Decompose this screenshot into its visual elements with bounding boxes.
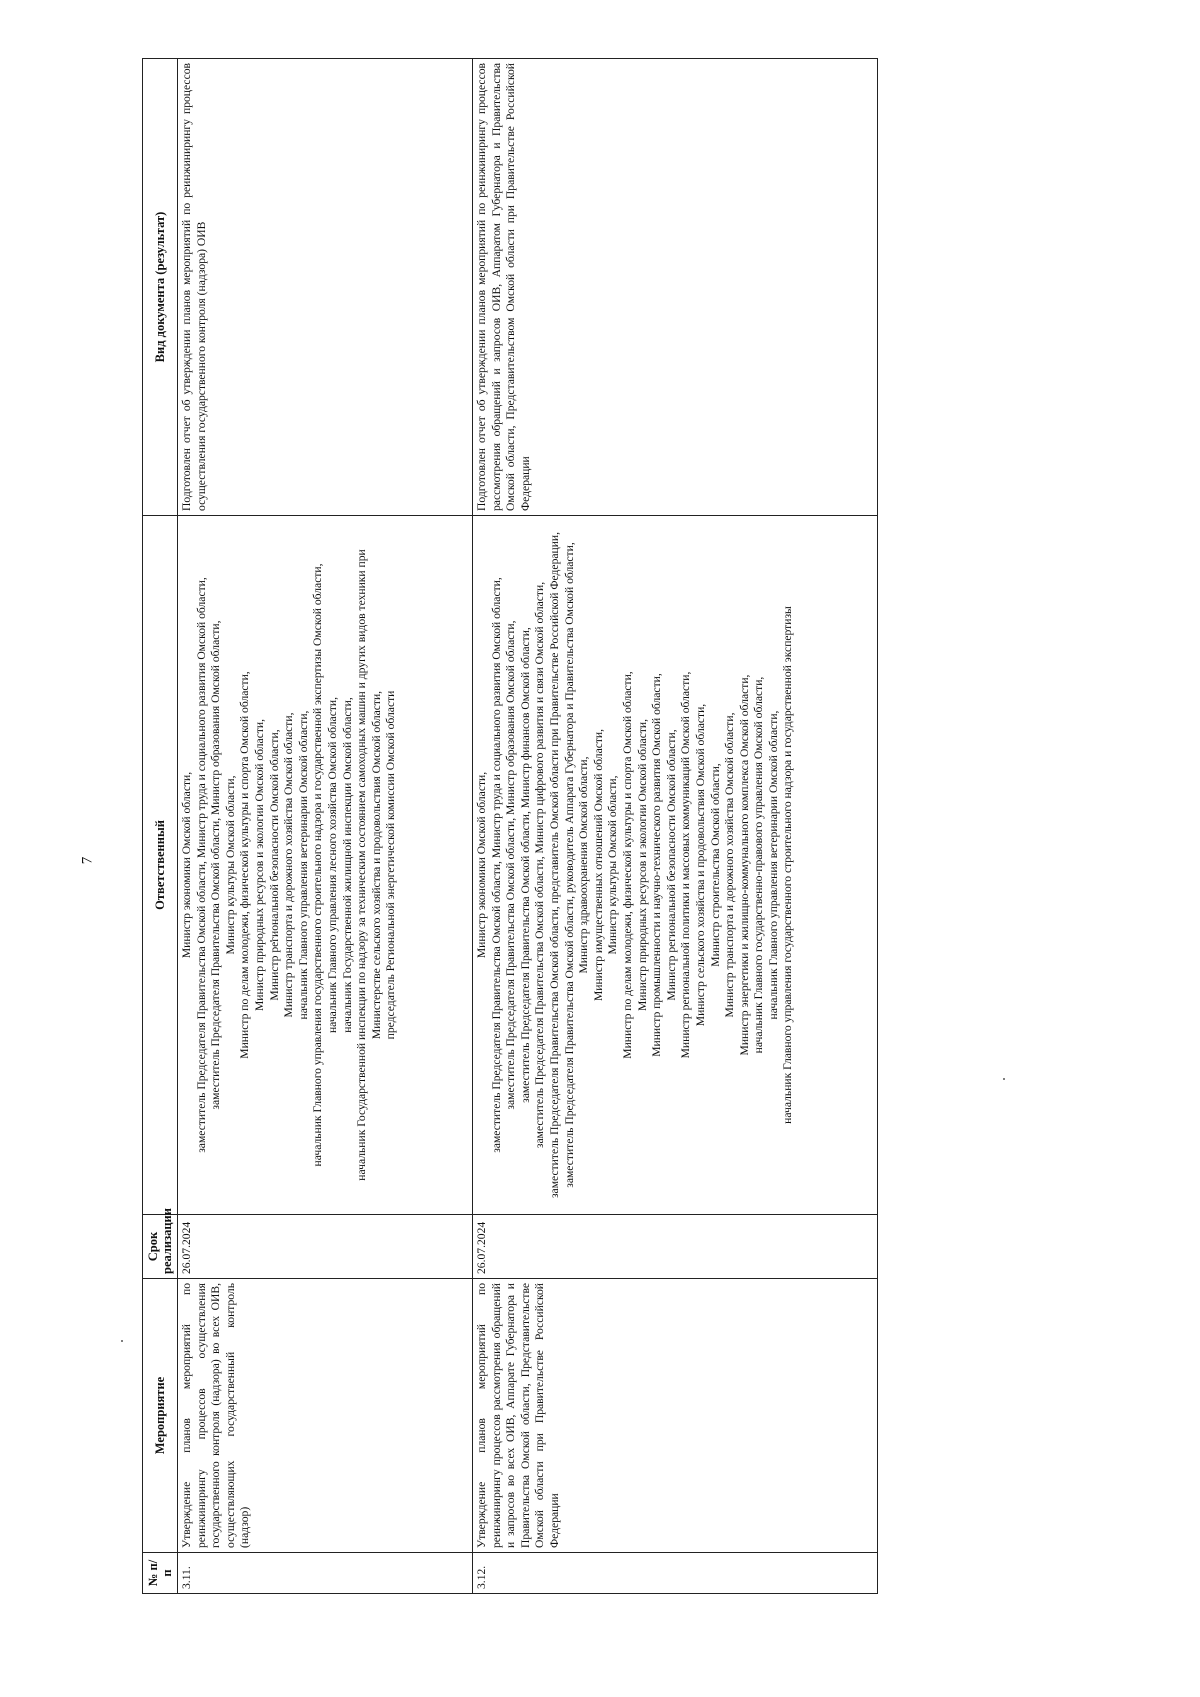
page-number: 7 <box>79 856 96 865</box>
header-deadline: Срок реализации <box>143 1215 178 1279</box>
responsible-line: заместитель Председателя Правительства Омской области, Министр образования Омской области, <box>209 620 223 1110</box>
responsible-line: Министр региональной безопасности Омской области, <box>664 729 678 1001</box>
responsible-line: Министр строительства Омской области, <box>708 763 722 967</box>
row-result: Подготовлен отчет об утверждении планов мероприятий по реинжинирингу процессов осуществления государственного контроля (надзора) ОИВ <box>178 59 473 516</box>
responsible-line: Министр транспорта и дорожного хозяйства Омской области, <box>282 712 296 1018</box>
header-responsible: Ответственный <box>143 516 178 1215</box>
header-activity: Мероприятие <box>143 1279 178 1553</box>
table-row <box>178 59 473 1594</box>
row-activity: Утверждение планов мероприятий по реинжинирингу процессов рассмотрения обращений и запросов во всех ОИВ, Аппарате Губернатора и Правительства Омской области, Представительстве Омской области при Правительстве Российской Федерации <box>473 1279 878 1553</box>
responsible-line: Министр транспорта и дорожного хозяйства Омской области, <box>723 712 737 1018</box>
responsible-line: Министр промышленности и научно-технического развития Омской области, <box>650 673 664 1057</box>
scan-speck <box>121 1340 123 1342</box>
row-responsible <box>178 516 473 1215</box>
header-result: Вид документа (результат) <box>143 59 178 516</box>
responsible-line: Министр региональной политики и массовых коммуникаций Омской области, <box>679 671 693 1059</box>
responsible-line: председатель Региональной энергетической комиссии Омской области <box>384 690 398 1040</box>
responsible-line: Министр природных ресурсов и экологии Омской области, <box>252 718 266 1012</box>
row-responsible <box>473 516 878 1215</box>
responsible-line: Министр культуры Омской области, <box>223 775 237 955</box>
row-num: 3.12. <box>473 1553 878 1594</box>
row-activity: Утверждение планов мероприятий по реинжинирингу процессов осуществления государственного контроля (надзора) во всех ОИВ, осуществляющих государственный контроль (надзор) <box>178 1279 473 1553</box>
responsible-line: Министр по делам молодежи, физической культуры и спорта Омской области, <box>238 671 252 1059</box>
responsible-line: заместитель Председателя Правительства Омской области, представитель Омской области при Правительстве Российской Федерации, <box>547 531 561 1199</box>
responsible-line: заместитель Председателя Правительства Омской области, Министр финансов Омской области, <box>518 627 532 1103</box>
responsible-line: начальник Главного управления ветеринарии Омской области, <box>766 710 780 1020</box>
responsible-line: Министр сельского хозяйства и продовольствия Омской области, <box>693 703 707 1027</box>
table-header-row <box>143 59 178 1594</box>
responsible-line: Министр имущественных отношений Омской области, <box>591 728 605 1002</box>
responsible-line: заместитель Председателя Правительства Омской области, Министр труда и социального развития Омской области, <box>489 577 503 1153</box>
responsible-line: Министр природных ресурсов и экологии Омской области, <box>635 718 649 1012</box>
responsible-line: Министр экономики Омской области, <box>475 771 488 959</box>
responsible-line: начальник Государственной инспекции по надзору за техническим состоянием самоходных машин и других видов техники при Министерстве сельского хозяйства и продовольствия Омской области, <box>355 549 383 1181</box>
responsible-line: начальник Главного управления лесного хозяйства Омской области, <box>325 696 339 1034</box>
responsible-line: начальник Главного управления ветеринарии Омской области, <box>296 710 310 1020</box>
responsible-line: Министр региональной безопасности Омской области, <box>267 729 281 1001</box>
row-num: 3.11. <box>178 1553 473 1594</box>
plan-table <box>142 58 878 1594</box>
responsible-line: заместитель Председателя Правительства Омской области, Министр образования Омской области, <box>504 620 518 1110</box>
responsible-line: заместитель Председателя Правительства Омской области, Министр цифрового развития и связи Омской области, <box>533 581 547 1149</box>
responsible-line: Министр энергетики и жилищно-коммунального комплекса Омской области, <box>737 674 751 1056</box>
rotated-table-wrapper <box>142 63 932 1594</box>
table-row <box>473 59 878 1594</box>
scan-speck <box>1003 1078 1005 1080</box>
responsible-line: начальник Главного государственно-правового управления Омской области, <box>752 676 766 1054</box>
responsible-line: заместитель Председателя Правительства Омской области, Министр труда и социального развития Омской области, <box>194 577 208 1153</box>
responsible-line: заместитель Председателя Правительства Омской области, руководитель Аппарата Губернатора и Правительства Омской области, <box>562 542 576 1188</box>
responsible-line: Министр по делам молодежи, физической культуры и спорта Омской области, <box>620 671 634 1059</box>
responsible-line: начальник Главного управления государственного строительного надзора и государственной экспертизы Омской области, <box>311 563 325 1167</box>
responsible-line: Министр здравоохранения Омской области, <box>577 756 591 974</box>
row-deadline: 26.07.2024 <box>473 1215 878 1279</box>
responsible-line: начальник Главного управления государственного строительного надзора и государственной экспертизы <box>781 606 795 1124</box>
header-num: № п/п <box>143 1553 178 1594</box>
row-result: Подготовлен отчет об утверждении планов мероприятий по реинжинирингу процессов рассмотрения обращений и запросов ОИВ, Аппаратом Губернатора и Правительства Омской области, Представительством Омской области при Правительстве Российской Федерации <box>473 59 878 516</box>
responsible-line: Министр культуры Омской области, <box>606 775 620 955</box>
responsible-line: начальник Государственной жилищной инспекции Омской области, <box>340 697 354 1033</box>
row-deadline: 26.07.2024 <box>178 1215 473 1279</box>
responsible-line: Министр экономики Омской области, <box>180 771 193 959</box>
